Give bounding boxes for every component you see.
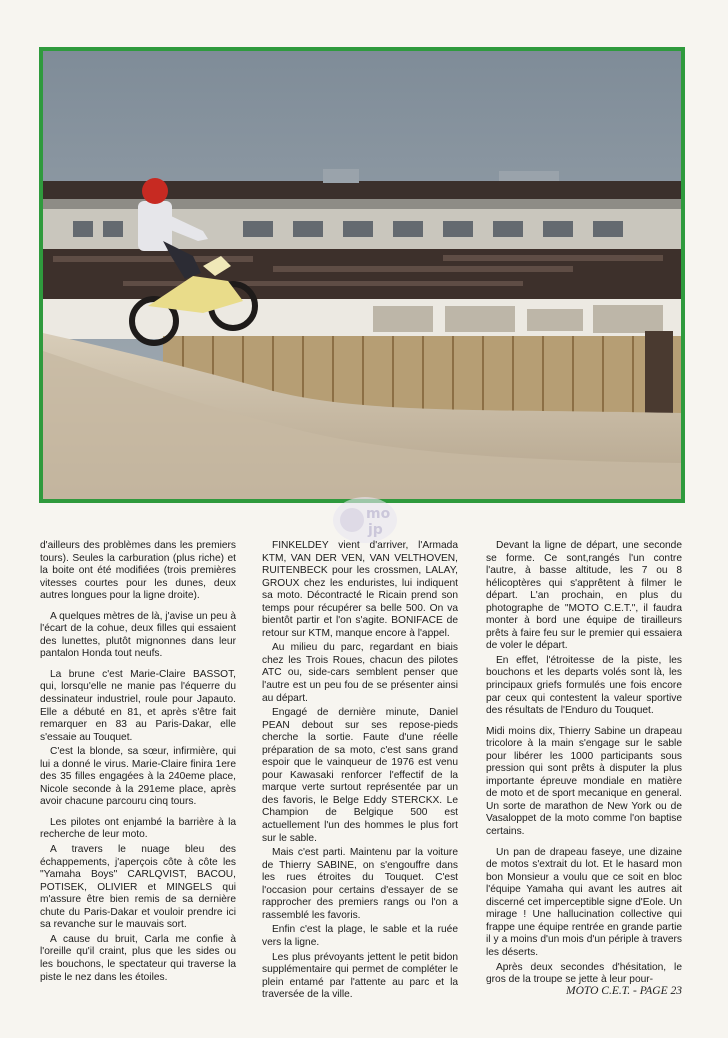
paragraph: Devant la ligne de départ, une seconde se forme. Ce sont,rangés l'un contre l'autre, à basse altitude, les 7 ou 8 hélicoptères qui s'apprêtent à filmer le départ. L'an prochain, en plus du photographe de "MOTO C.E.T.", il faudra monter à bord une équipe de tirailleurs prêts à faire feu sur le premier qui essaiera de voler le départ.: [486, 540, 682, 652]
paragraph: Midi moins dix, Thierry Sabine un drapeau tricolore à la main s'engage sur le sable pour libérer les 1000 participants sous pression qui sont prêts à disputer la plus importante épreuve mondiale en matière de moto et de sport mecanique en general. Un sorte de marathon de New York ou de Vasaloppet de la moto comme l'on baptise certains.: [486, 725, 682, 838]
svg-text:jp: jp: [368, 522, 383, 538]
paragraph: FINKELDEY vient d'arriver, l'Armada KTM, VAN DER VEN, VAN VELTHOVEN, RUITENBECK pour les crossmen, LALAY, GROUX chez les enduristes, lui indiquent sa moto. Décontracté le Ricain prend son temps pour récupérer sa belle 500. On va bientôt partir et l'on s'agite. BONIFACE de retour sur KTM, manque encore à l'appel.: [262, 540, 458, 639]
page-footer: MOTO C.E.T. - PAGE 23: [566, 985, 682, 997]
paragraph: C'est la blonde, sa sœur, infirmière, qui lui a donné le virus. Marie-Claire finira 1ere des 35 filles engagées à la 240eme place, Nicole seconde à la 291eme place, après avoir chacune parcouru cinq tours.: [40, 746, 236, 808]
photo-frame: [39, 47, 685, 503]
article-column-3: [486, 540, 682, 995]
watermark-logo: [332, 496, 398, 544]
motocross-photo: [43, 51, 681, 499]
paragraph: Au milieu du parc, regardant en biais chez les Trois Roues, chacun des pilotes ATC ou, side-cars semblent penser que l'autre est un peu fou de se présenter ainsi au départ.: [262, 642, 458, 704]
paragraph: Les pilotes ont enjambé la barrière à la recherche de leur moto.: [40, 816, 236, 841]
paragraph: Après deux secondes d'hésitation, le gros de la troupe se jette à leur pour-: [486, 961, 682, 986]
paragraph: En effet, l'étroitesse de la piste, les bouchons et les departs volés sont là, les principaux griefs formulés une fois encore par ceux qui contestent la valeur sportive des résultats de l'Enduro du Touquet.: [486, 654, 682, 717]
paragraph: Un pan de drapeau faseye, une dizaine de motos s'extrait du lot. Et le hasard mon bon Monsieur a voulu que ce soit en bloc l'équipe Yamaha qui avant les autres ait discerné cet imperceptible signe d'Eole. Un mirage ! Une hallucination collective qui frappe une équipe rentrée en grande partie il y a moins d'un mois d'un périple à travers les déserts.: [486, 846, 682, 958]
paragraph: A quelques mètres de là, j'avise un peu à l'écart de la cohue, deux filles qui essaient des lunettes, plutôt mignonnes dans leur pantalon Honda tout neufs.: [40, 610, 236, 660]
paragraph: d'ailleurs des problèmes dans les premiers tours). Seules la carburation (plus riche) et la boite ont été modifiées (trois premières vitesses courtes pour les dunes, deux autres longues pour la ligne droite).: [40, 540, 236, 602]
paragraph: A cause du bruit, Carla me confie à l'oreille qu'il craint, plus que les sides ou les bouchons, le spectateur qui traverse la piste le nez dans les étoiles.: [40, 933, 236, 983]
paragraph: Les plus prévoyants jettent le petit bidon supplémentaire qui permet de compléter le plein entamé par l'attente au parc et la traversée de la ville.: [262, 951, 458, 1001]
svg-text:mo: mo: [366, 506, 391, 522]
paragraph: Mais c'est parti. Maintenu par la voiture de Thierry SABINE, on s'engouffre dans les rues étroites du Touquet. C'est l'occasion pour certains d'essayer de se rapprocher des premiers rangs ou l'on a rassemblé les favoris.: [262, 847, 458, 921]
article-column-1: [40, 540, 236, 992]
paragraph: Engagé de dernière minute, Daniel PEAN debout sur ses repose-pieds cherche la sortie. Faute d'une réelle préparation de sa moto, c'est sans grand espoir que le vainqueur de 1976 est venu pour Kawasaki renforcer l'effectif de la marque verte surtout représentée par un des favoris, le Belge Eddy STERCKX. Le Champion de Belgique 500 est actuellement l'un des hommes le plus fort sur le sable.: [262, 707, 458, 844]
article-column-2: [262, 540, 458, 1010]
paragraph: La brune c'est Marie-Claire BASSOT, qui, lorsqu'elle ne manie pas l'équerre du dessinateur industriel, roule pour Japauto. Elle a débuté en 81, et après s'être fait remarquer en 83 au Paris-Dakar, elle s'essaie au Touquet.: [40, 668, 236, 743]
paragraph: A travers le nuage bleu des échappements, j'aperçois côte à côte les "Yamaha Boys" CARLQVIST, BACOU, POTISEK, OLIVIER et MINGELS qui m'assure être bien remis de sa dernière chute du Paris-Dakar et vouloir prendre ici sa revanche sur le mauvais sort.: [40, 844, 236, 931]
paragraph: Enfin c'est la plage, le sable et la ruée vers la ligne.: [262, 924, 458, 948]
